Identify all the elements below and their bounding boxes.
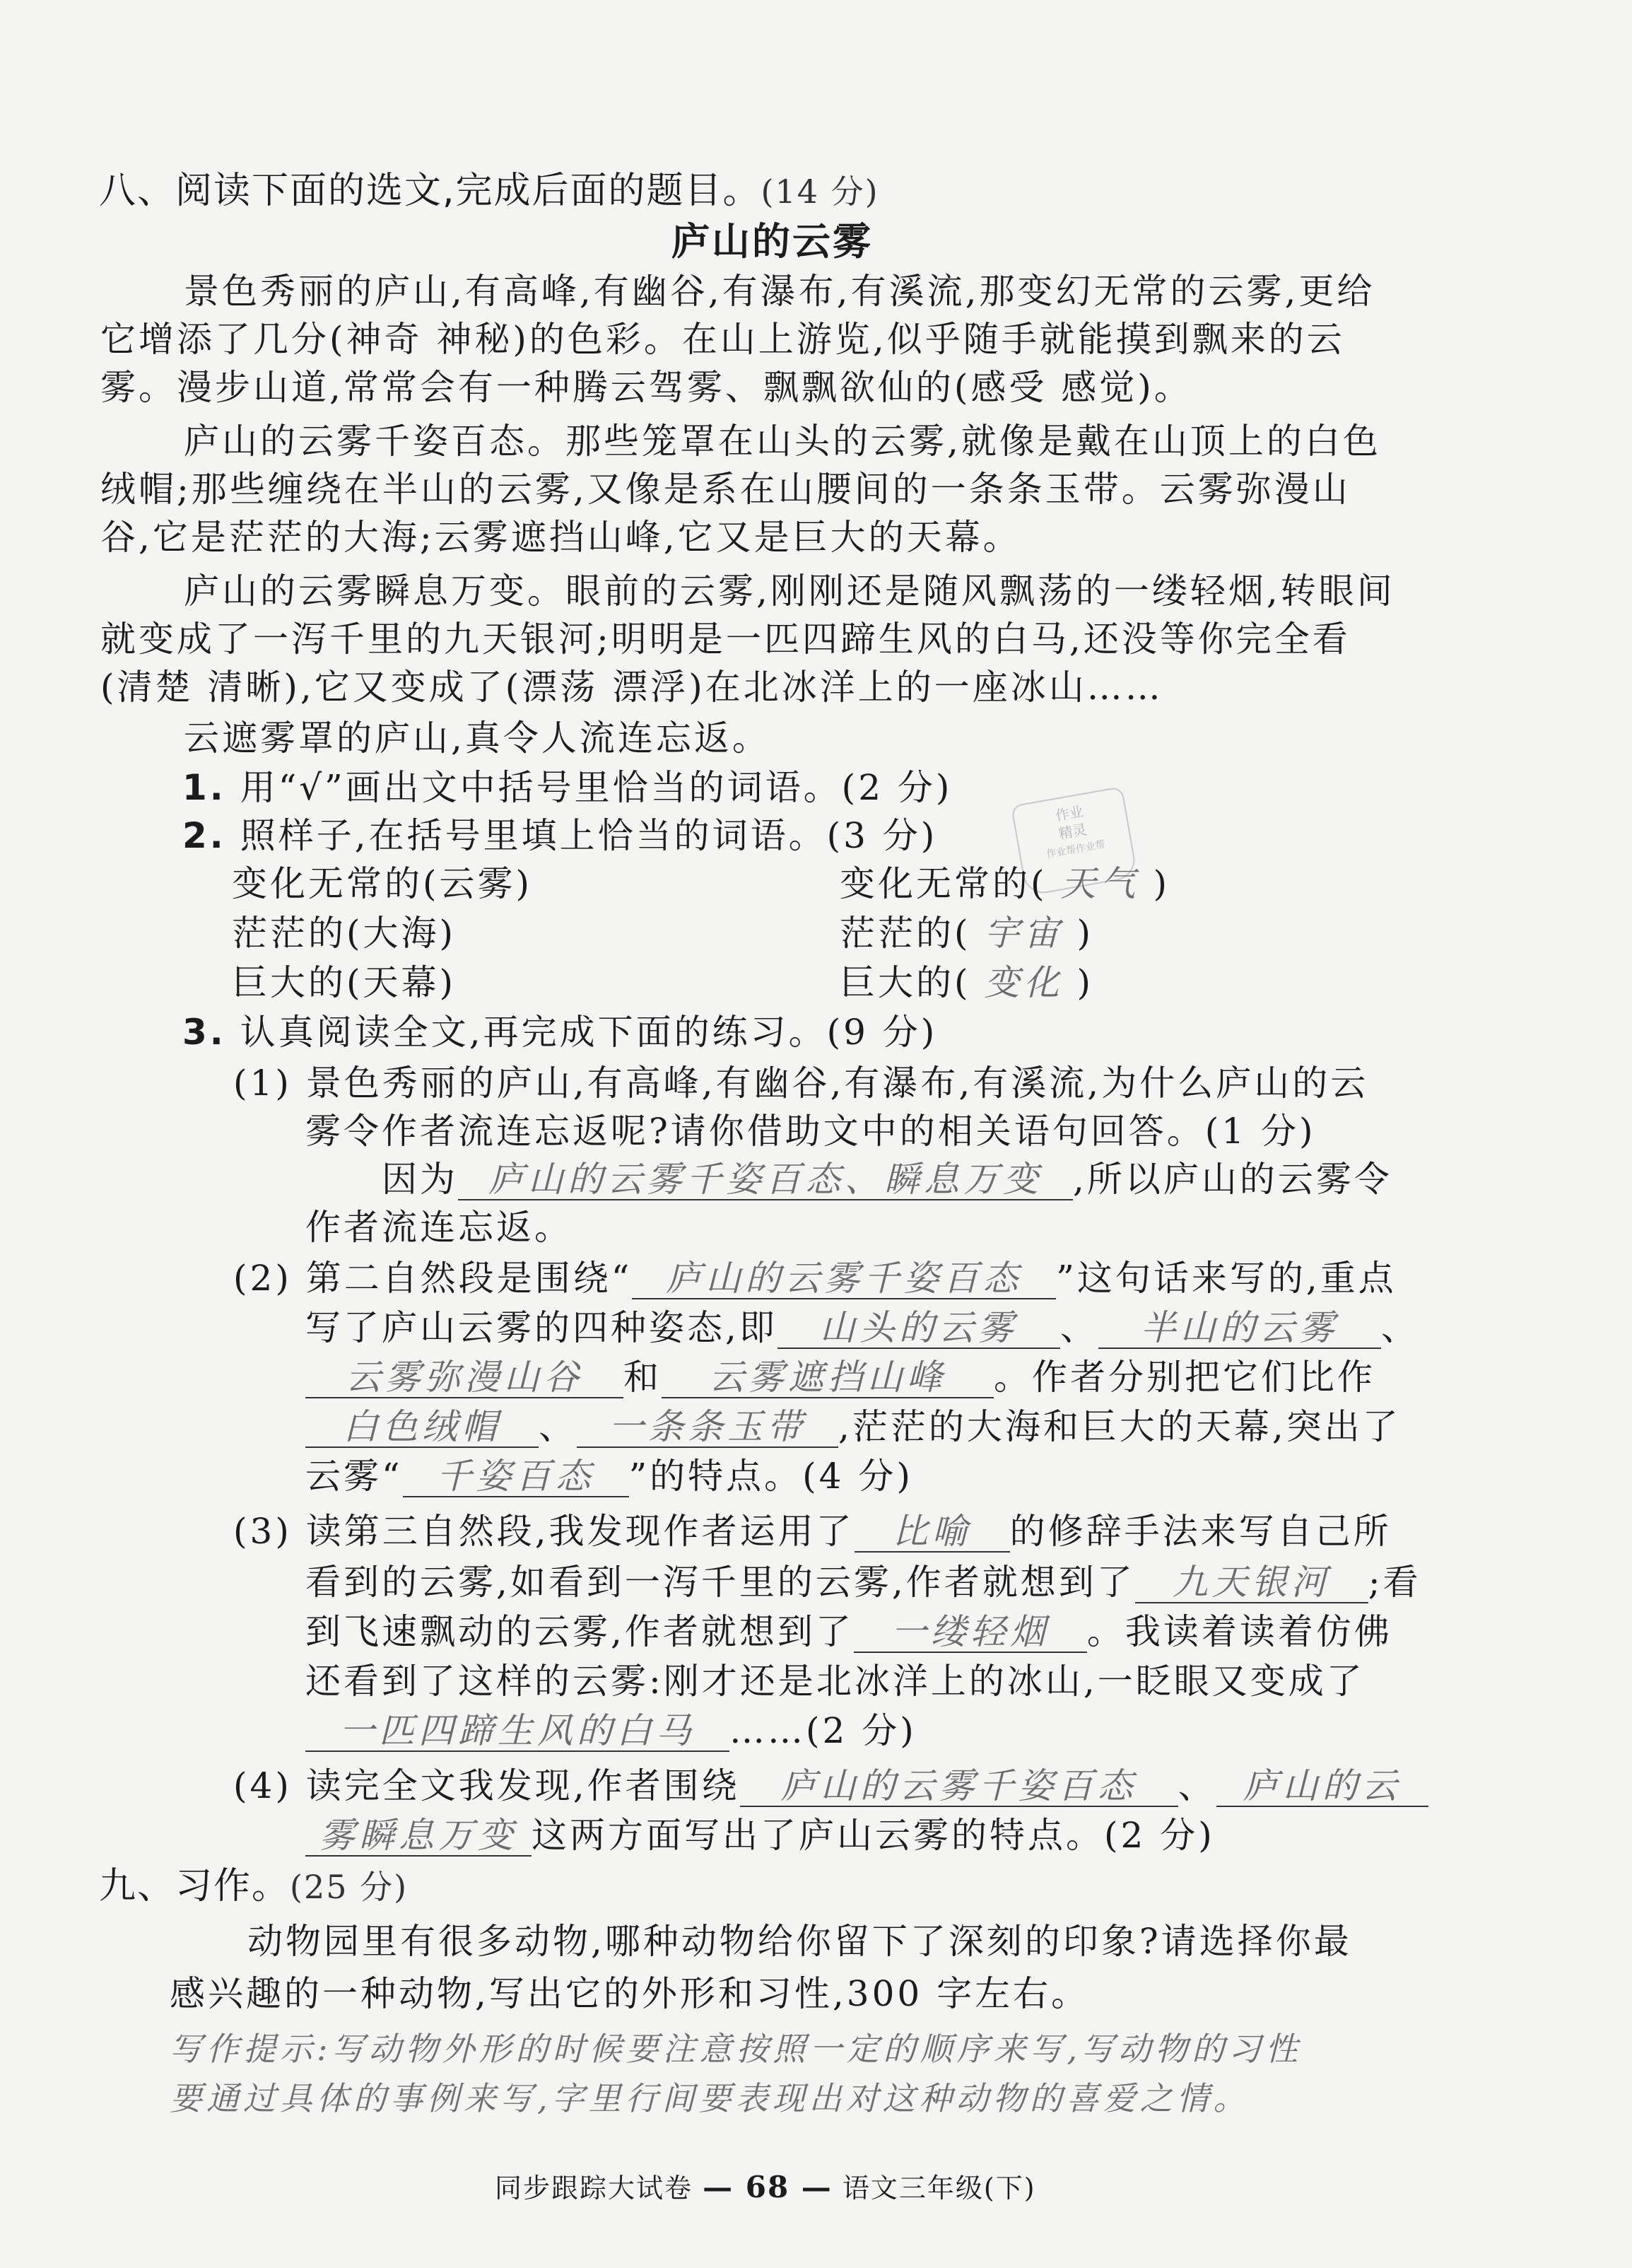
- answer-blank[interactable]: 千姿百态: [403, 1456, 629, 1497]
- answer-blank[interactable]: 雾瞬息万变: [305, 1816, 532, 1857]
- footer-subject: 语文三年级(下): [842, 2173, 1036, 2204]
- q2-fill-row: 巨大的( 变化 ): [840, 960, 1093, 1005]
- page-footer: [495, 2165, 1036, 2211]
- q3-3-line: 一匹四蹄生风的白马 ……(2 分): [305, 1708, 917, 1753]
- footer-book-title: 同步跟踪大试卷: [495, 2173, 693, 2204]
- essay-prompt: 感兴趣的一种动物,写出它的外形和习性,300 字左右。: [170, 1973, 1090, 2014]
- answer-blank[interactable]: 一缕轻烟: [854, 1612, 1087, 1653]
- q2-fill-row: 茫茫的( 宇宙 ): [840, 911, 1093, 956]
- q3-1-line: 雾令作者流连忘返呢?请你借助文中的相关语句回答。(1 分): [305, 1111, 1316, 1152]
- answer-blank[interactable]: 白色绒帽: [305, 1407, 539, 1448]
- q3-3-line: 看到的云雾,如看到一泻千里的云雾,作者就想到了 九天银河 ;看: [305, 1562, 1421, 1603]
- q3-2-line: 云雾弥漫山谷 和 云雾遮挡山峰 。作者分别把它们比作: [305, 1355, 1375, 1400]
- q3-2-line: (2) 第二自然段是围绕“ 庐山的云雾千姿百态 ”这句话来写的,重点: [233, 1258, 1397, 1299]
- passage-line: 庐山的云雾瞬息万变。眼前的云雾,刚刚还是随风飘荡的一缕轻烟,转眼间: [184, 571, 1395, 612]
- answer-blank[interactable]: 云雾弥漫山谷: [305, 1357, 623, 1398]
- answer-blank[interactable]: 半山的云雾: [1098, 1308, 1381, 1349]
- answer-blank[interactable]: 云雾遮挡山峰: [662, 1357, 994, 1398]
- answer-blank[interactable]: 比喻: [855, 1512, 1010, 1553]
- q3-2-line: 写了庐山云雾的四种姿态,即 山头的云雾 、 半山的云雾 、: [305, 1307, 1419, 1348]
- question-2: [182, 813, 937, 858]
- section-8-heading: [99, 168, 879, 214]
- q3-3-line: 还看到了这样的云雾:刚才还是北冰洋上的冰山,一眨眼又变成了: [305, 1661, 1365, 1702]
- section-9-label: 九、习作。: [99, 1865, 290, 1907]
- q3-1-line: (1) 景色秀丽的庐山,有高峰,有幽谷,有瀑布,有溪流,为什么庐山的云: [233, 1063, 1369, 1104]
- question-text: 认真阅读全文,再完成下面的练习。(9 分): [240, 1012, 938, 1053]
- q3-2-line: 白色绒帽 、 一条条玉带 ,茫茫的大海和巨大的天幕,突出了: [305, 1404, 1401, 1449]
- question-text: 照样子,在括号里填上恰当的词语。(3 分): [240, 815, 938, 856]
- q2-answer[interactable]: 天气: [1060, 863, 1140, 904]
- passage-line: 景色秀丽的庐山,有高峰,有幽谷,有瀑布,有溪流,那变幻无常的云雾,更给: [184, 271, 1375, 312]
- q3-1-answer-line: 因为 庐山的云雾千姿百态、瞬息万变 ,所以庐山的云雾令: [382, 1159, 1392, 1200]
- question-3: [182, 1010, 937, 1055]
- writing-tip: 要通过具体的事例来写,字里行间要表现出对这种动物的喜爱之情。: [170, 2079, 1250, 2117]
- q3-4-line: 雾瞬息万变 这两方面写出了庐山云雾的特点。(2 分): [305, 1813, 1215, 1858]
- q2-answer[interactable]: 宇宙: [984, 913, 1064, 954]
- passage-line: 绒帽;那些缠绕在半山的云雾,又像是系在山腰间的一条条玉带。云雾弥漫山: [100, 469, 1351, 510]
- q2-example: 巨大的(天幕): [232, 962, 457, 1003]
- answer-blank[interactable]: 一条条玉带: [577, 1407, 838, 1448]
- section-8-points: (14 分): [761, 173, 879, 211]
- passage-line: 云遮雾罩的庐山,真令人流连忘返。: [184, 718, 770, 759]
- essay-prompt: 动物园里有很多动物,哪种动物给你留下了深刻的印象?请选择你最: [247, 1921, 1352, 1962]
- answer-blank[interactable]: 一匹四蹄生风的白马: [305, 1711, 729, 1752]
- q2-fill-row: 变化无常的( 天气 ): [840, 861, 1170, 906]
- answer-blank[interactable]: 庐山的云雾千姿百态: [740, 1766, 1178, 1807]
- writing-tip: 写作提示:写动物外形的时候要注意按照一定的顺序来写,写动物的习性: [170, 2030, 1303, 2068]
- question-1: [182, 765, 952, 810]
- q2-example: 变化无常的(云雾): [232, 863, 533, 904]
- page-number: — 68 —: [703, 2170, 833, 2204]
- q2-example: 茫茫的(大海): [232, 913, 457, 954]
- section-9-points: (25 分): [290, 1868, 409, 1906]
- answer-blank[interactable]: 山头的云雾: [777, 1308, 1060, 1349]
- passage-line: 庐山的云雾千姿百态。那些笼罩在山头的云雾,就像是戴在山顶上的白色: [184, 421, 1381, 462]
- q3-3-line: (3) 读第三自然段,我发现作者运用了 比喻 的修辞手法来写自己所: [233, 1511, 1392, 1552]
- passage-line: 就变成了一泻千里的九天银河;明明是一匹四蹄生风的白马,还没等你完全看: [100, 619, 1351, 660]
- q2-answer[interactable]: 变化: [984, 962, 1064, 1003]
- q3-4-line: (4) 读完全文我发现,作者围绕 庐山的云雾千姿百态 、 庐山的云: [233, 1763, 1428, 1808]
- section-9-heading: [99, 1864, 408, 1910]
- passage-line: 谷,它是茫茫的大海;云雾遮挡山峰,它又是巨大的天幕。: [100, 517, 1021, 558]
- q3-3-line: 到飞速飘动的云雾,作者就想到了 一缕轻烟 。我读着读着仿佛: [305, 1611, 1392, 1652]
- passage-title: 庐山的云雾: [671, 219, 873, 264]
- answer-blank[interactable]: 庐山的云雾千姿百态、瞬息万变: [458, 1159, 1073, 1200]
- question-number: 3.: [182, 1012, 226, 1053]
- answer-blank[interactable]: 庐山的云雾千姿百态: [632, 1258, 1056, 1299]
- passage-line: 雾。漫步山道,常常会有一种腾云驾雾、飘飘欲仙的(感受 感觉)。: [100, 367, 1192, 408]
- answer-blank[interactable]: 庐山的云: [1216, 1766, 1428, 1807]
- q3-2-line: 云雾“ 千姿百态 ”的特点。(4 分): [305, 1456, 913, 1497]
- section-8-label: 八、阅读下面的选文,完成后面的题目。: [99, 170, 761, 212]
- question-text: 用“√”画出文中括号里恰当的词语。(2 分): [240, 767, 953, 808]
- passage-line: 它增添了几分(神奇 神秘)的色彩。在山上游览,似乎随手就能摸到飘来的云: [100, 319, 1345, 360]
- question-number: 2.: [182, 815, 226, 856]
- watermark-stamp: 作业 精灵 作业帮作业帮: [1011, 786, 1138, 896]
- q3-1-line: 作者流连忘返。: [305, 1207, 573, 1248]
- answer-blank[interactable]: 九天银河: [1135, 1562, 1368, 1603]
- question-number: 1.: [182, 767, 226, 808]
- passage-line: (清楚 清晰),它又变成了(漂荡 漂浮)在北冰洋上的一座冰山……: [100, 667, 1163, 708]
